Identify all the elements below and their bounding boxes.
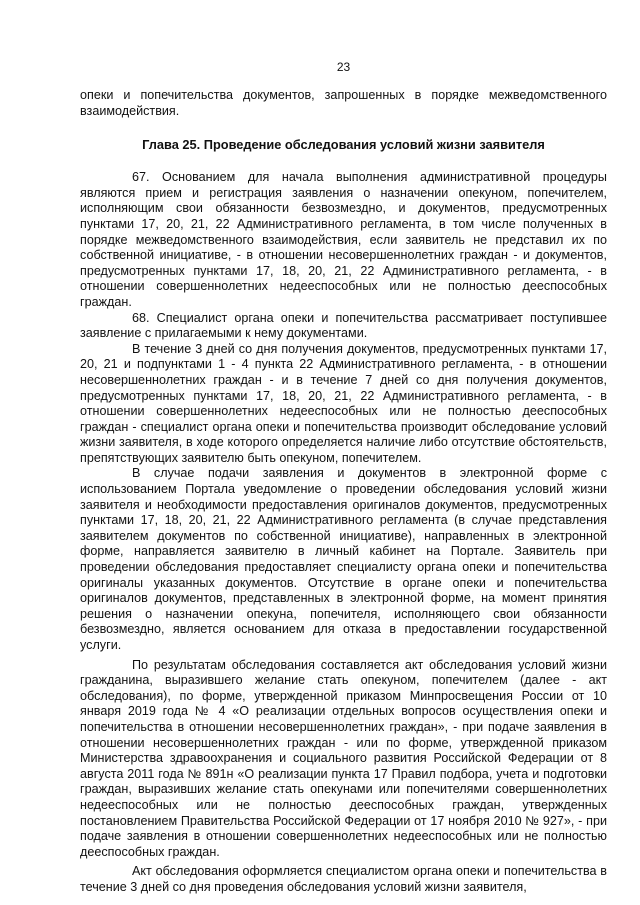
chapter-heading: Глава 25. Проведение обследования условий жизни заявителя: [142, 137, 545, 153]
paragraph-survey-deadline: В течение 3 дней со дня получения документов, предусмотренных пунктами 17, 20, 21 и подпунктами 1 - 4 пункта 22 Административного регламента, - в отношении несовершеннолетних граждан - и в течение 7 дней со дня получения документов, предусмотренных пунктами 17, 18, 20, 21, 22 Административного регламента, - в отношении совершеннолетних недееспособных или не полностью дееспособных граждан - специалист органа опеки и попечительства производит обследование условий жизни заявителя, в ходе которого определяется наличие либо отсутствие обстоятельств, препятствующих заявителю быть опекуном, попечителем.: [80, 341, 607, 465]
page-number: 23: [336, 60, 351, 74]
paragraph-act-preparation: Акт обследования оформляется специалистом органа опеки и попечительства в течение 3 дней со дня проведения обследования условий жизни заявителя,: [80, 864, 607, 894]
top-continuation-text: опеки и попечительства документов, запрошенных в порядке межведомственного взаимодействия.: [80, 88, 607, 118]
paragraph-68: 68. Специалист органа опеки и попечительства рассматривает поступившее заявление с прилагаемыми к нему документами.: [80, 310, 607, 341]
paragraph-electronic-submission: В случае подачи заявления и документов в электронной форме с использованием Портала уведомление о проведении обследования условий жизни заявителя и необходимости предоставления оригиналов документов, предусмотренных пунктами 17, 18, 20, 21, 22 Административного регламента (в случае представления заявителем документов по собственной инициативе), направленных в электронной форме, направляется заявителю в личный кабинет на Портале. Заявитель при проведении обследования предоставляет специалисту органа опеки и попечительства оригиналы указанных документов. Отсутствие в органе опеки и попечительства оригиналов документов, представленных в электронной форме, на момент принятия решения о назначении опекуна, попечителя, исполняющего свои обязанности безвозмездно, является основанием для отказа в предоставлении государственной услуги.: [80, 466, 607, 652]
paragraph-survey-act: По результатам обследования составляется акт обследования условий жизни гражданина, выразившего желание стать опекуном, попечителем (далее - акт обследования), по форме, утвержденной приказом Минпросвещения России от 10 января 2019 года № 4 «О реализации отдельных вопросов осуществления опеки и попечительства в отношении несовершеннолетних граждан», - при подаче заявления в отношении несовершеннолетних граждан - или по форме, утвержденной приказом Министерства здравоохранения и социального развития Российской Федерации от 8 августа 2011 года № 891н «О реализации пункта 17 Правил подбора, учета и подготовки граждан, выразивших желание стать опекунами или попечителями совершеннолетних недееспособных или не полностью дееспособных граждан, утвержденных постановлением Правительства Российской Федерации от 17 ноября 2010 № 927», - при подаче заявления в отношении совершеннолетних недееспособных или не полностью дееспособных граждан.: [80, 657, 607, 859]
paragraph-67: 67. Основанием для начала выполнения административной процедуры являются прием и регистрация заявления о назначении опекуном, попечителем, исполняющим свои обязанности безвозмездно, и документов, предусмотренных пунктами 17, 20, 21, 22 Административного регламента, в том числе полученных в порядке межведомственного взаимодействия, если заявитель не представил их по собственной инициативе, - в отношении несовершеннолетних граждан - и документов, предусмотренных пунктами 17, 18, 20, 21, 22 Административного регламента, - в отношении совершеннолетних недееспособных или не полностью дееспособных граждан.: [80, 170, 607, 309]
